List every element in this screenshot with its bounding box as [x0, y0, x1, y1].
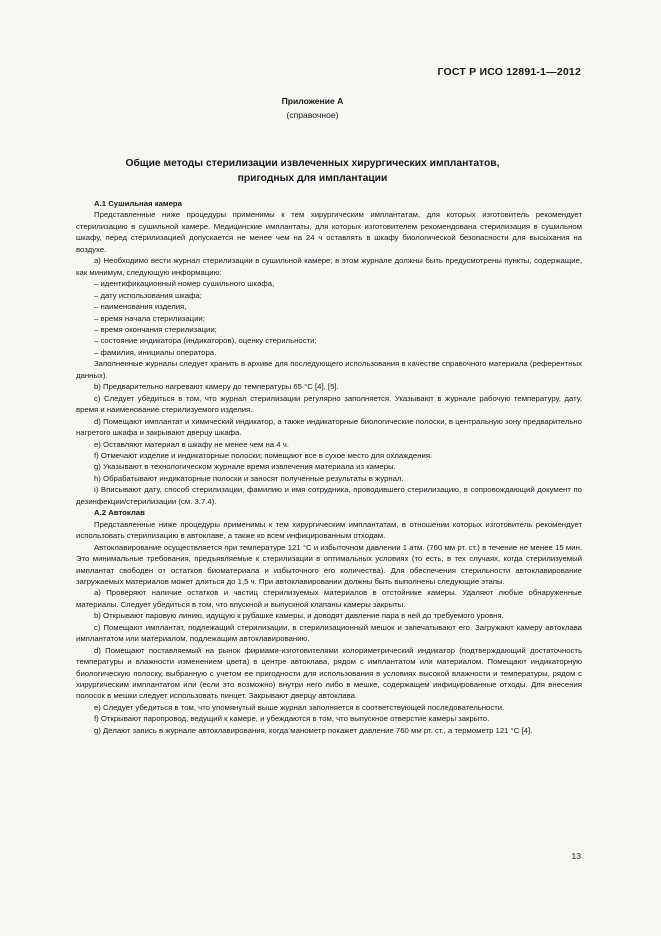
- list-item: g) Делают запись в журнале автоклавирования, когда манометр покажет давление 760 мм рт. ст., а термометр 121 °С [4].: [94, 725, 533, 735]
- list-item: i) Вписывают дату, способ стерилизации, фамилию и имя сотрудника, проводившего стерилизацию, в сопровождающий документ по дезинфекции/стерилизации (см. 3.7.4).: [76, 485, 582, 506]
- list-item: е) Следует убедиться в том, что упомянутый выше журнал заполняется в соответствующей последовательности.: [94, 702, 505, 712]
- annex-type: (справочное): [286, 110, 339, 120]
- list-item: f) Открывают паропровод, ведущий к камере, и убеждаются в том, что выпускное отверстие камеры закрыто.: [94, 714, 490, 724]
- list-item: b) Открывают паровую линию, идущую к рубашке камеры, и доводят давление пара в ней до требуемого уровня.: [94, 611, 504, 621]
- heading-line-1: Общие методы стерилизации извлеченных хирургических имплантатов,: [125, 158, 500, 169]
- dash-item: – время окончания стерилизации;: [94, 324, 217, 334]
- document-body: [76, 198, 582, 736]
- list-item: h) Обрабатывают индикаторные полоски и заносят полученные результаты в журнал.: [94, 473, 404, 483]
- dash-item: – идентификационный номер сушильного шкафа,: [94, 279, 275, 289]
- document-heading: [0, 156, 625, 186]
- dash-item: – время начала стерилизации;: [94, 313, 205, 323]
- section-a1-title: А.1 Сушильная камера: [94, 199, 182, 208]
- dash-item: – наименования изделия,: [94, 302, 187, 312]
- paragraph: Автоклавирование осуществляется при температуре 121 °С и избыточном давлении 1 атм. (760 мм рт. ст.) в течение не менее 15 мин. Это минимальные требования, предъявляемые к стерилизации в оптимальных условиях (то есть, в тех случаях, когда стерилизуемый имплантат свободен от остатков биоматериала и избыточного его количества). Для обеспечения стерильности автоклавирование загружаемых материалов может длиться до 1,5 ч. При автоклавировании должны быть выполнены следующие этапы.: [76, 542, 582, 586]
- list-item: d) Помещают имплантат и химический индикатор, а также индикаторные биологические полоски, в центральную зону предварительно нагретого шкафа и закрывают дверцу шкафа.: [76, 416, 582, 438]
- standard-number: ГОСТ Р ИСО 12891-1—2012: [437, 66, 581, 78]
- dash-item: – состояние индикатора (индикаторов), оценку стерильности;: [94, 336, 317, 346]
- list-item: b) Предварительно нагревают камеру до температуры 65 °С [4], [5].: [94, 382, 339, 392]
- section-a2-title: А.2 Автоклав: [94, 508, 145, 518]
- paragraph: Заполненные журналы следует хранить в архиве для последующего использования в качестве справочного материала (референтных данных).: [76, 359, 582, 380]
- dash-item: – фамилия, инициалы оператора.: [94, 347, 217, 357]
- page-number: 13: [571, 851, 581, 861]
- dash-item: – дату использования шкафа;: [94, 290, 202, 300]
- list-item: с) Следует убедиться в том, что журнал стерилизации регулярно заполняется. Указывают в журнале рабочую температуру, дату, время и наименование стерилизуемого изделия.: [76, 393, 582, 415]
- paragraph: Представленные ниже процедуры применимы к тем хирургическим имплантатам, в отношении которых изготовитель рекомендует использовать стерилизацию в автоклаве, а также ко всем инфицированным отходам.: [76, 519, 582, 541]
- list-item: а) Проверяют наличие остатков и частиц стерилизуемых материалов в отстойнике камеры. Удаляют любые обнаруженные материалы. Следует убедиться в том, что впускной и выпускной клапаны камеры закрыты.: [76, 588, 582, 609]
- list-item: е) Оставляют материал в шкафу не менее чем на 4 ч.: [94, 439, 289, 449]
- list-item: d) Помещают поставляемый на рынок фирмами-изготовителями колориметрический индикатор (подтверждающий достаточность температуры и влажности изменением цвета) в центре автоклава, рядом с имплантатом или материалом. Помещают индикаторную биологическую полоску, выбранную с учетом ее пригодности для использования в условиях высокой влажности и температуры, рядом с хирургическим имплантатом или (если это возможно) внутри него либо в мешке, содержащем инфицированные отходы. Для внесения полосок в мешки следует использовать пинцет. Закрывают дверцу автоклава.: [76, 645, 582, 701]
- heading-line-2: пригодных для имплантации: [237, 173, 388, 184]
- list-item: а) Необходимо вести журнал стерилизации в сушильной камере; в этом журнале должны быть предусмотрены пункты, содержащие, как минимум, следующую информацию:: [76, 256, 582, 277]
- annex-label: [0, 94, 625, 122]
- list-item: f) Отмечают изделие и индикаторные полоски; помещают все в сухое место для охлаждения.: [94, 450, 433, 460]
- list-item: g) Указывают в технологическом журнале время извлечения материала из камеры.: [94, 462, 396, 472]
- list-item: с) Помещают имплантат, подлежащий стерилизации, в стерилизационный мешок и запечатывают его. Загружают камеру автоклава имплантатом или материалом, подлежащим автоклавированию.: [76, 622, 582, 644]
- paragraph: Представленные ниже процедуры применимы к тем хирургическим имплантатам, для которых изготовитель рекомендует стерилизацию в сушильной камере. Медицинские имплантаты, для которых изготовителем рекомендована стерилизация в сушильном шкафу, перед стерилизацией допускается не менее чем на 24 ч оставлять в шкафу биологической безопасности для высыхания на воздухе.: [76, 210, 582, 254]
- annex-title: Приложение А: [281, 96, 344, 106]
